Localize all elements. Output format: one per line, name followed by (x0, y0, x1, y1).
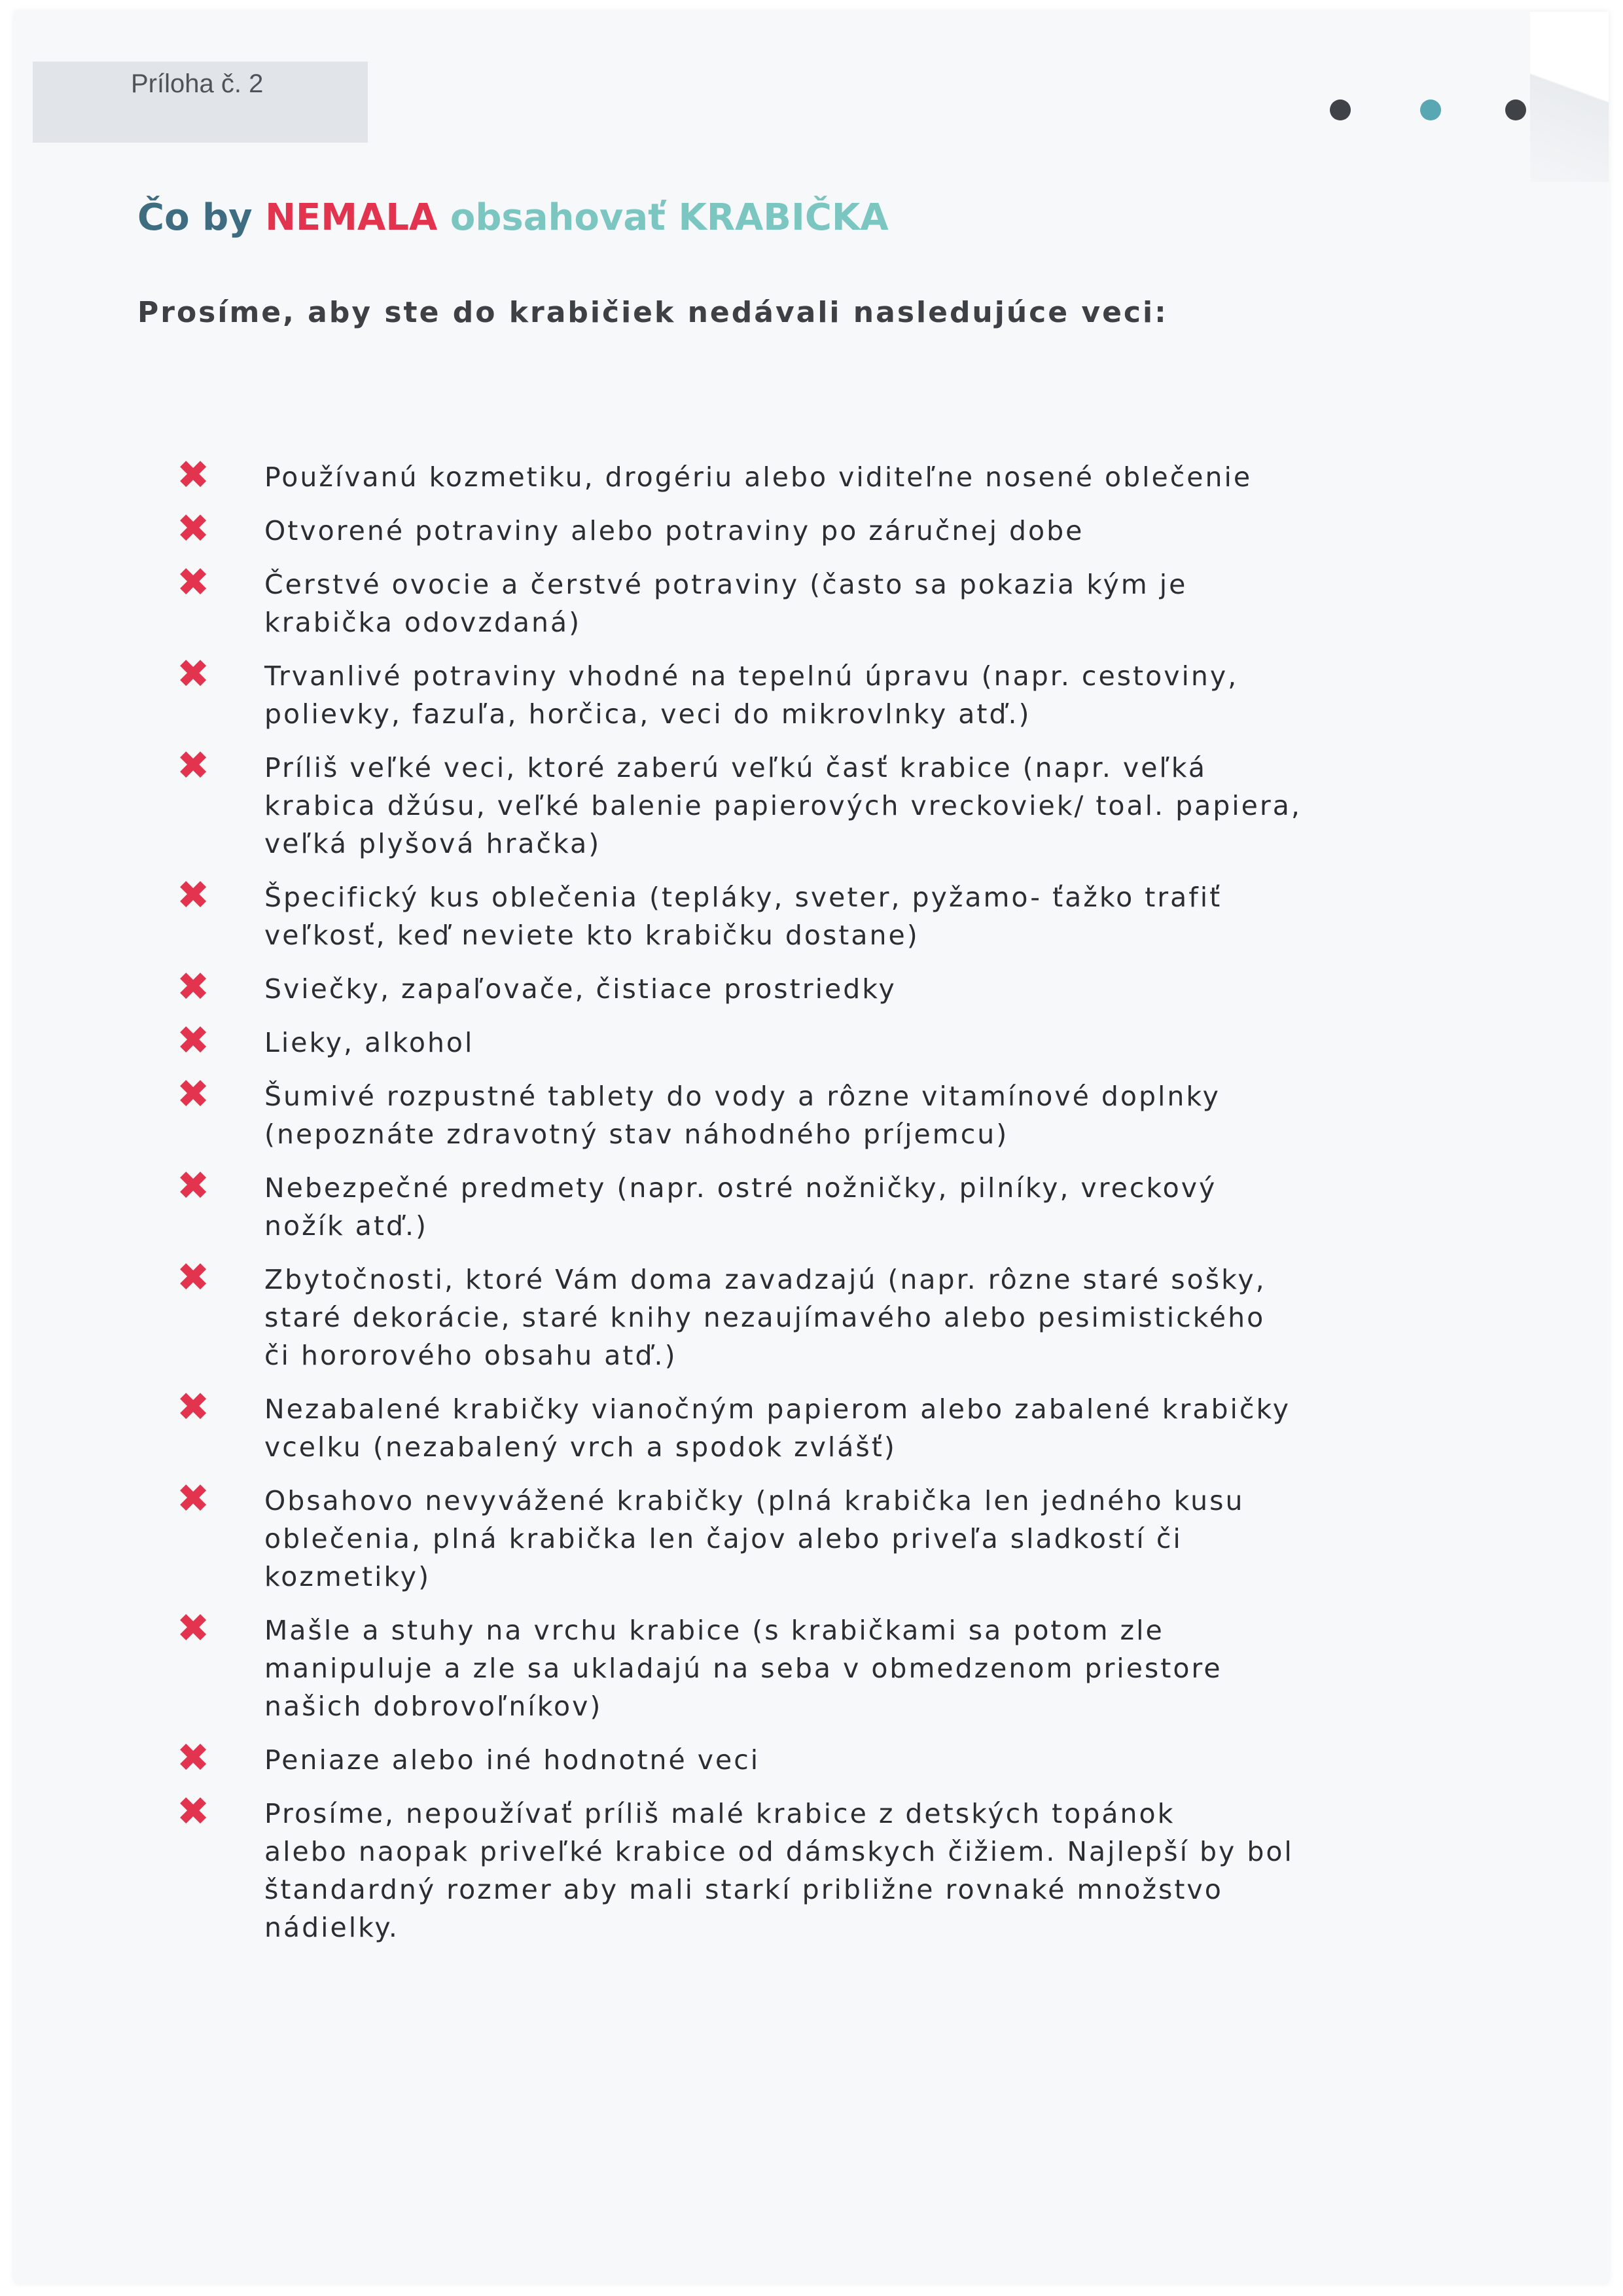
appendix-label: Príloha č. 2 (131, 69, 264, 98)
list-item-line: nožík atď.) (264, 1210, 429, 1242)
list-item-line: nádielky. (264, 1912, 399, 1943)
list-item-line: polievky, fazuľa, horčica, veci do mikrovlnky atď.) (264, 698, 1031, 730)
list-item-line: Sviečky, zapaľovače, čistiace prostriedky (264, 973, 897, 1005)
list-item-line: krabička odovzdaná) (264, 607, 582, 638)
list-item-line: Čerstvé ovocie a čerstvé potraviny (často sa pokazia kým je (264, 569, 1188, 600)
list-item-line: Špecifický kus oblečenia (tepláky, sveter, pyžamo- ťažko trafiť (264, 882, 1222, 913)
title-part-3: obsahovať KRABIČKA (437, 196, 889, 239)
list-item (177, 1071, 1486, 1153)
list-item-line: Peniaze alebo iné hodnotné veci (264, 1744, 760, 1776)
x-mark-icon: ✖ (177, 1071, 210, 1117)
title-part-1: Čo by (137, 196, 266, 239)
list-item (177, 872, 1486, 954)
list-item (177, 1384, 1486, 1466)
list-item-line: Príliš veľké veci, ktoré zaberú veľkú časť krabice (napr. veľká (264, 752, 1207, 783)
page-title (137, 196, 889, 239)
page-subtitle: Prosíme, aby ste do krabičiek nedávali nasledujúce veci: (137, 296, 1168, 329)
x-mark-icon: ✖ (177, 506, 210, 552)
list-item (177, 1735, 1486, 1781)
decorative-dot-icon (1420, 99, 1441, 120)
list-item-line: vcelku (nezabalený vrch a spodok zvlášť) (264, 1431, 897, 1463)
list-item (177, 1163, 1486, 1245)
x-mark-icon: ✖ (177, 964, 210, 1010)
prohibited-items-list (177, 452, 1486, 1962)
list-item-line: Otvorené potraviny alebo potraviny po záručnej dobe (264, 515, 1084, 547)
x-mark-icon: ✖ (177, 1789, 210, 1835)
list-item-line: alebo naopak priveľké krabice od dámskych čižiem. Najlepší by bol (264, 1836, 1294, 1867)
list-item-line: Šumivé rozpustné tablety do vody a rôzne vitamínové doplnky (264, 1081, 1221, 1112)
list-item-line: či hororového obsahu atď.) (264, 1340, 677, 1371)
list-item-line: Zbytočnosti, ktoré Vám doma zavadzajú (napr. rôzne staré sošky, (264, 1264, 1266, 1295)
x-mark-icon: ✖ (177, 651, 210, 697)
list-item-line: Obsahovo nevyvážené krabičky (plná krabička len jedného kusu (264, 1485, 1245, 1516)
list-item (177, 1255, 1486, 1374)
list-item-line: Používanú kozmetiku, drogériu alebo viditeľne nosené oblečenie (264, 461, 1253, 493)
list-item-line: veľkosť, keď neviete kto krabičku dostane) (264, 920, 919, 951)
list-item-line: veľká plyšová hračka) (264, 828, 601, 859)
list-item (177, 1605, 1486, 1725)
list-item (177, 560, 1486, 641)
list-item-line: Mašle a stuhy na vrchu krabice (s krabičkami sa potom zle (264, 1615, 1164, 1646)
x-mark-icon: ✖ (177, 1735, 210, 1781)
x-mark-icon: ✖ (177, 1255, 210, 1300)
list-item-line: Nezabalené krabičky vianočným papierom alebo zabalené krabičky (264, 1393, 1291, 1425)
list-item (177, 506, 1486, 552)
list-item-line: Prosíme, nepoužívať príliš malé krabice z detských topánok (264, 1798, 1175, 1829)
list-item-line: (nepoznáte zdravotný stav náhodného príjemcu) (264, 1119, 1009, 1150)
x-mark-icon: ✖ (177, 743, 210, 789)
list-item-line: kozmetiky) (264, 1561, 431, 1592)
list-item (177, 1018, 1486, 1064)
list-item (177, 1789, 1486, 1946)
list-item-line: našich dobrovoľníkov) (264, 1691, 603, 1722)
x-mark-icon: ✖ (177, 1605, 210, 1651)
decorative-dot-icon (1505, 99, 1526, 120)
title-part-2: NEMALA (265, 196, 438, 239)
x-mark-icon: ✖ (177, 452, 210, 498)
x-mark-icon: ✖ (177, 1018, 210, 1064)
x-mark-icon: ✖ (177, 872, 210, 918)
folded-corner (1530, 12, 1609, 182)
list-item (177, 651, 1486, 733)
list-item-line: Lieky, alkohol (264, 1027, 474, 1058)
list-item (177, 743, 1486, 863)
list-item-line: staré dekorácie, staré knihy nezaujímavého alebo pesimistického (264, 1302, 1266, 1333)
list-item-line: Trvanlivé potraviny vhodné na tepelnú úpravu (napr. cestoviny, (264, 660, 1239, 692)
x-mark-icon: ✖ (177, 1163, 210, 1209)
list-item-line: štandardný rozmer aby mali starkí približne rovnaké množstvo (264, 1874, 1223, 1905)
list-item-line: Nebezpečné predmety (napr. ostré nožničky, pilníky, vreckový (264, 1172, 1217, 1204)
list-item-line: krabica džúsu, veľké balenie papierových vreckoviek/ toal. papiera, (264, 790, 1302, 821)
x-mark-icon: ✖ (177, 1476, 210, 1522)
list-item (177, 964, 1486, 1010)
list-item-line: manipuluje a zle sa ukladajú na seba v obmedzenom priestore (264, 1653, 1222, 1684)
x-mark-icon: ✖ (177, 1384, 210, 1430)
list-item-line: oblečenia, plná krabička len čajov alebo priveľa sladkostí či (264, 1523, 1183, 1554)
list-item (177, 452, 1486, 498)
x-mark-icon: ✖ (177, 560, 210, 605)
decorative-dot-icon (1330, 99, 1351, 120)
list-item (177, 1476, 1486, 1596)
